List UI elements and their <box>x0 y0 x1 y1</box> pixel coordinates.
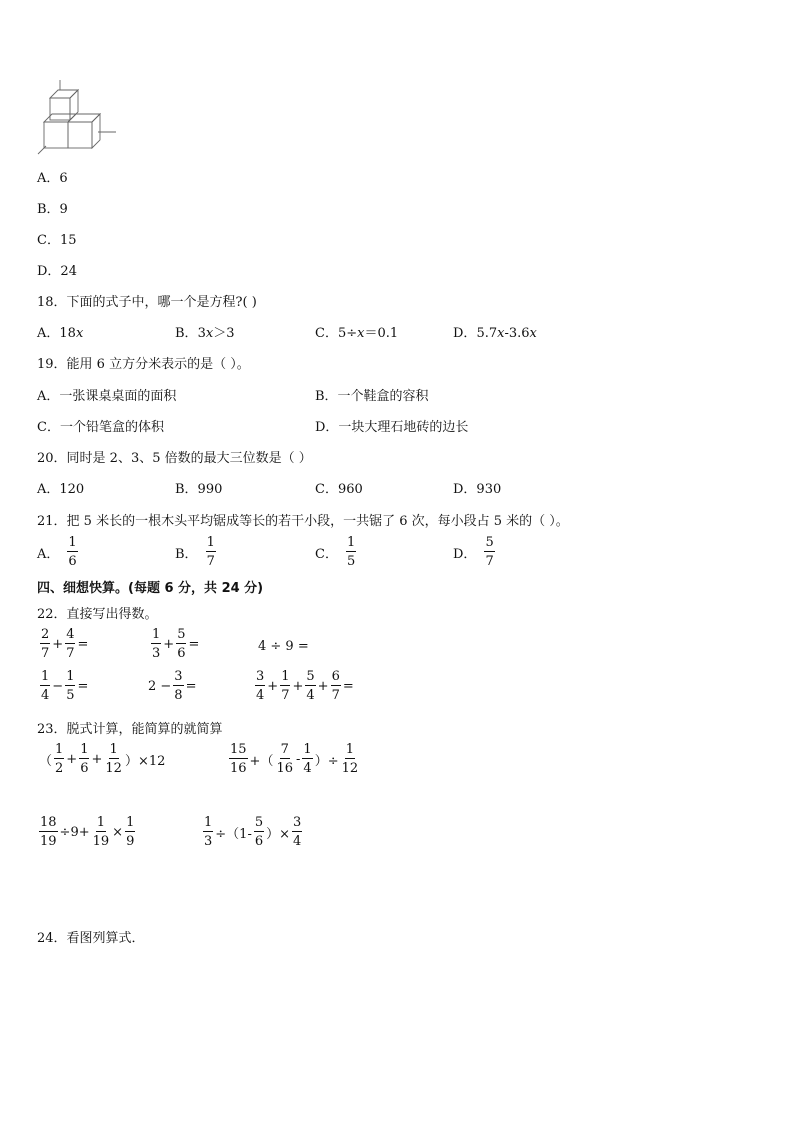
fraction <box>254 816 264 848</box>
fraction <box>203 816 213 848</box>
operator: + <box>52 636 64 652</box>
q18-option-d-value1: 5.7 <box>476 326 498 341</box>
numerator: 1 <box>281 669 290 684</box>
fraction <box>65 670 75 702</box>
denominator: 4 <box>306 688 315 703</box>
q20-option-a[interactable]: A．120 <box>37 482 85 497</box>
numerator: 5 <box>485 535 494 550</box>
q18-option-d-var1: x <box>497 326 505 341</box>
q20-option-b[interactable]: B．990 <box>175 482 223 497</box>
fraction <box>65 628 75 660</box>
whole-number: 2 − <box>148 678 172 694</box>
q22-expr-6 <box>254 670 355 702</box>
q22-stem: 22．直接写出得数。 <box>37 607 158 622</box>
equals-sign: = <box>185 678 197 694</box>
numerator: 1 <box>96 815 106 830</box>
denominator: 12 <box>341 761 359 776</box>
denominator: 7 <box>66 646 75 661</box>
denominator: 2 <box>55 761 64 776</box>
q19-option-c[interactable]: C．一个铅笔盒的体积 <box>37 420 164 435</box>
cube-stack-figure <box>36 80 118 156</box>
numerator: 18 <box>40 815 57 830</box>
fraction <box>54 743 64 775</box>
operator: +（ <box>249 753 274 769</box>
numerator: 1 <box>109 742 118 757</box>
numerator: 1 <box>66 669 75 684</box>
fraction <box>302 743 312 775</box>
q21-option-a-label: A． <box>37 546 60 562</box>
q18-option-b-label: B． <box>175 326 198 341</box>
denominator: 4 <box>293 834 302 849</box>
numerator: 15 <box>230 742 247 757</box>
numerator: 1 <box>41 669 50 684</box>
numerator: 2 <box>41 627 50 642</box>
equals-sign: = <box>342 678 354 694</box>
denominator: 7 <box>206 554 215 569</box>
section-4-title: 四、细想快算。(每题 6 分，共 24 分) <box>37 581 264 596</box>
fraction <box>331 670 341 702</box>
q22-expr-1 <box>39 628 89 660</box>
equals-sign: = <box>188 636 200 652</box>
numerator: 1 <box>68 535 77 550</box>
q21-option-b-fraction <box>206 536 216 568</box>
q20-stem: 20．同时是 2、3、5 倍数的最大三位数是（ ） <box>37 451 312 466</box>
numerator: 1 <box>345 742 354 757</box>
denominator: 12 <box>105 761 122 776</box>
numerator: 1 <box>303 742 312 757</box>
q22-expr-3: 4 ÷ 9 = <box>258 639 309 654</box>
fraction <box>151 628 161 660</box>
q24-stem: 24．看图列算式． <box>37 931 145 946</box>
denominator: 3 <box>204 834 213 849</box>
numerator: 5 <box>254 815 264 830</box>
numerator: 1 <box>204 815 213 830</box>
q18-option-b[interactable] <box>175 322 234 341</box>
q20-option-c[interactable]: C．960 <box>315 482 363 497</box>
q18-option-c-value2: ＝0.1 <box>364 326 399 341</box>
q21-option-c-label: C． <box>315 546 338 562</box>
q21-stem: 21．把 5 米长的一根木头平均锯成等长的若干小段，一共锯了 6 次，每小段占 5 米的（ ）。 <box>37 514 569 529</box>
denominator: 5 <box>346 554 356 569</box>
q23-expr-2 <box>228 743 360 775</box>
fraction <box>173 670 183 702</box>
q23-stem: 23．脱式计算，能简算的就简算 <box>37 722 223 737</box>
q20-option-d[interactable]: D．930 <box>453 482 502 497</box>
q19-option-d[interactable]: D．一块大理石地砖的边长 <box>315 420 469 435</box>
fraction <box>79 743 89 775</box>
denominator: 16 <box>276 761 293 776</box>
q21-option-c-fraction <box>346 536 356 568</box>
operator: - <box>296 751 301 767</box>
denominator: 19 <box>40 834 57 849</box>
numerator: 1 <box>126 815 135 830</box>
operator: + <box>292 678 304 694</box>
operator: × <box>112 824 124 840</box>
operator: − <box>52 678 64 694</box>
fraction <box>292 816 302 848</box>
denominator: 6 <box>254 834 264 849</box>
q19-stem: 19．能用 6 立方分米表示的是（ ）。 <box>37 357 250 372</box>
equals-sign: = <box>77 678 89 694</box>
q18-option-d[interactable] <box>453 322 537 341</box>
q23-expr-3 <box>38 816 136 848</box>
numerator: 1 <box>206 535 215 550</box>
denominator: 16 <box>230 761 247 776</box>
q22-expr-5 <box>147 670 197 702</box>
denominator: 8 <box>174 688 183 703</box>
fraction <box>255 670 265 702</box>
fraction <box>125 816 135 848</box>
denominator: 5 <box>66 688 75 703</box>
q19-option-a[interactable]: A．一张课桌桌面的面积 <box>37 389 177 404</box>
denominator: 7 <box>485 554 494 569</box>
numerator: 4 <box>66 627 75 642</box>
fraction <box>104 743 123 775</box>
denominator: 19 <box>92 834 110 849</box>
numerator: 1 <box>152 627 161 642</box>
q21-option-a[interactable] <box>37 536 79 568</box>
q18-stem: 18．下面的式子中，哪一个是方程?( ) <box>37 295 257 310</box>
q21-option-b[interactable] <box>175 536 217 568</box>
q18-option-b-value2: ＞3 <box>213 326 235 341</box>
q23-expr-1 <box>38 743 166 775</box>
numerator: 1 <box>80 742 89 757</box>
q18-option-b-var: x <box>205 326 214 341</box>
q18-option-d-var2: x <box>529 326 537 341</box>
denominator: 6 <box>177 646 186 661</box>
fraction <box>40 628 50 660</box>
q21-option-d-fraction <box>484 536 494 568</box>
denominator: 7 <box>41 646 50 661</box>
q18-option-c-label: C． <box>315 326 338 341</box>
fraction <box>92 816 111 848</box>
left-paren: （ <box>39 753 53 769</box>
operator: + <box>91 751 103 767</box>
q22-expr-2 <box>150 628 200 660</box>
q21-option-b-label: B． <box>175 546 198 562</box>
operator: ÷（1- <box>215 826 252 842</box>
numerator: 7 <box>280 742 289 757</box>
denominator: 4 <box>41 688 50 703</box>
q21-option-d-label: D． <box>453 546 477 562</box>
q18-option-c-value1: 5÷ <box>337 326 358 341</box>
fraction <box>305 670 315 702</box>
q18-option-a-label: A． <box>37 326 60 341</box>
numerator: 3 <box>256 669 265 684</box>
operator: + <box>267 678 279 694</box>
numerator: 3 <box>174 669 183 684</box>
q21-option-d[interactable] <box>453 536 496 568</box>
q22-expr-4 <box>39 670 89 702</box>
fraction <box>39 816 58 848</box>
numerator: 5 <box>177 627 186 642</box>
denominator: 4 <box>303 761 312 776</box>
numerator: 6 <box>331 669 340 684</box>
denominator: 3 <box>152 646 161 661</box>
equals-sign: = <box>77 636 89 652</box>
q18-option-c[interactable] <box>315 322 398 341</box>
numerator: 1 <box>55 742 64 757</box>
denominator: 6 <box>68 554 77 569</box>
fraction <box>229 743 248 775</box>
fraction <box>40 670 50 702</box>
q17-option-c[interactable]: C．15 <box>37 233 77 248</box>
fraction <box>176 628 186 660</box>
q17-option-a[interactable]: A．6 <box>37 171 68 186</box>
numerator: 3 <box>293 815 302 830</box>
q18-option-a[interactable] <box>37 322 83 341</box>
denominator: 7 <box>331 688 340 703</box>
q23-expr-4 <box>202 816 303 848</box>
denominator: 4 <box>256 688 265 703</box>
q21-option-c[interactable] <box>315 536 357 568</box>
denominator: 9 <box>126 834 135 849</box>
operator: ÷9+ <box>59 824 90 840</box>
q18-option-c-var: x <box>357 326 365 341</box>
q18-option-d-value2: -3.6 <box>504 326 530 341</box>
right-paren-times: ）×12 <box>124 753 166 769</box>
q21-option-a-fraction <box>67 536 77 568</box>
q17-option-d[interactable]: D．24 <box>37 264 77 279</box>
fraction <box>275 743 294 775</box>
numerator: 1 <box>346 535 356 550</box>
q18-option-d-label: D． <box>453 326 477 341</box>
numerator: 5 <box>306 669 315 684</box>
operator: ）÷ <box>314 753 339 769</box>
fraction <box>341 743 360 775</box>
denominator: 7 <box>281 688 290 703</box>
q18-option-b-value1: 3 <box>197 326 206 341</box>
operator: + <box>163 636 175 652</box>
operator: ）× <box>266 826 291 842</box>
q18-option-a-var: x <box>75 326 84 341</box>
operator: + <box>66 751 78 767</box>
operator: + <box>317 678 329 694</box>
q17-option-b[interactable]: B．9 <box>37 202 68 217</box>
denominator: 6 <box>80 761 89 776</box>
q18-option-a-value: 18 <box>59 326 76 341</box>
q19-option-b[interactable]: B．一个鞋盒的容积 <box>315 389 429 404</box>
fraction <box>280 670 290 702</box>
